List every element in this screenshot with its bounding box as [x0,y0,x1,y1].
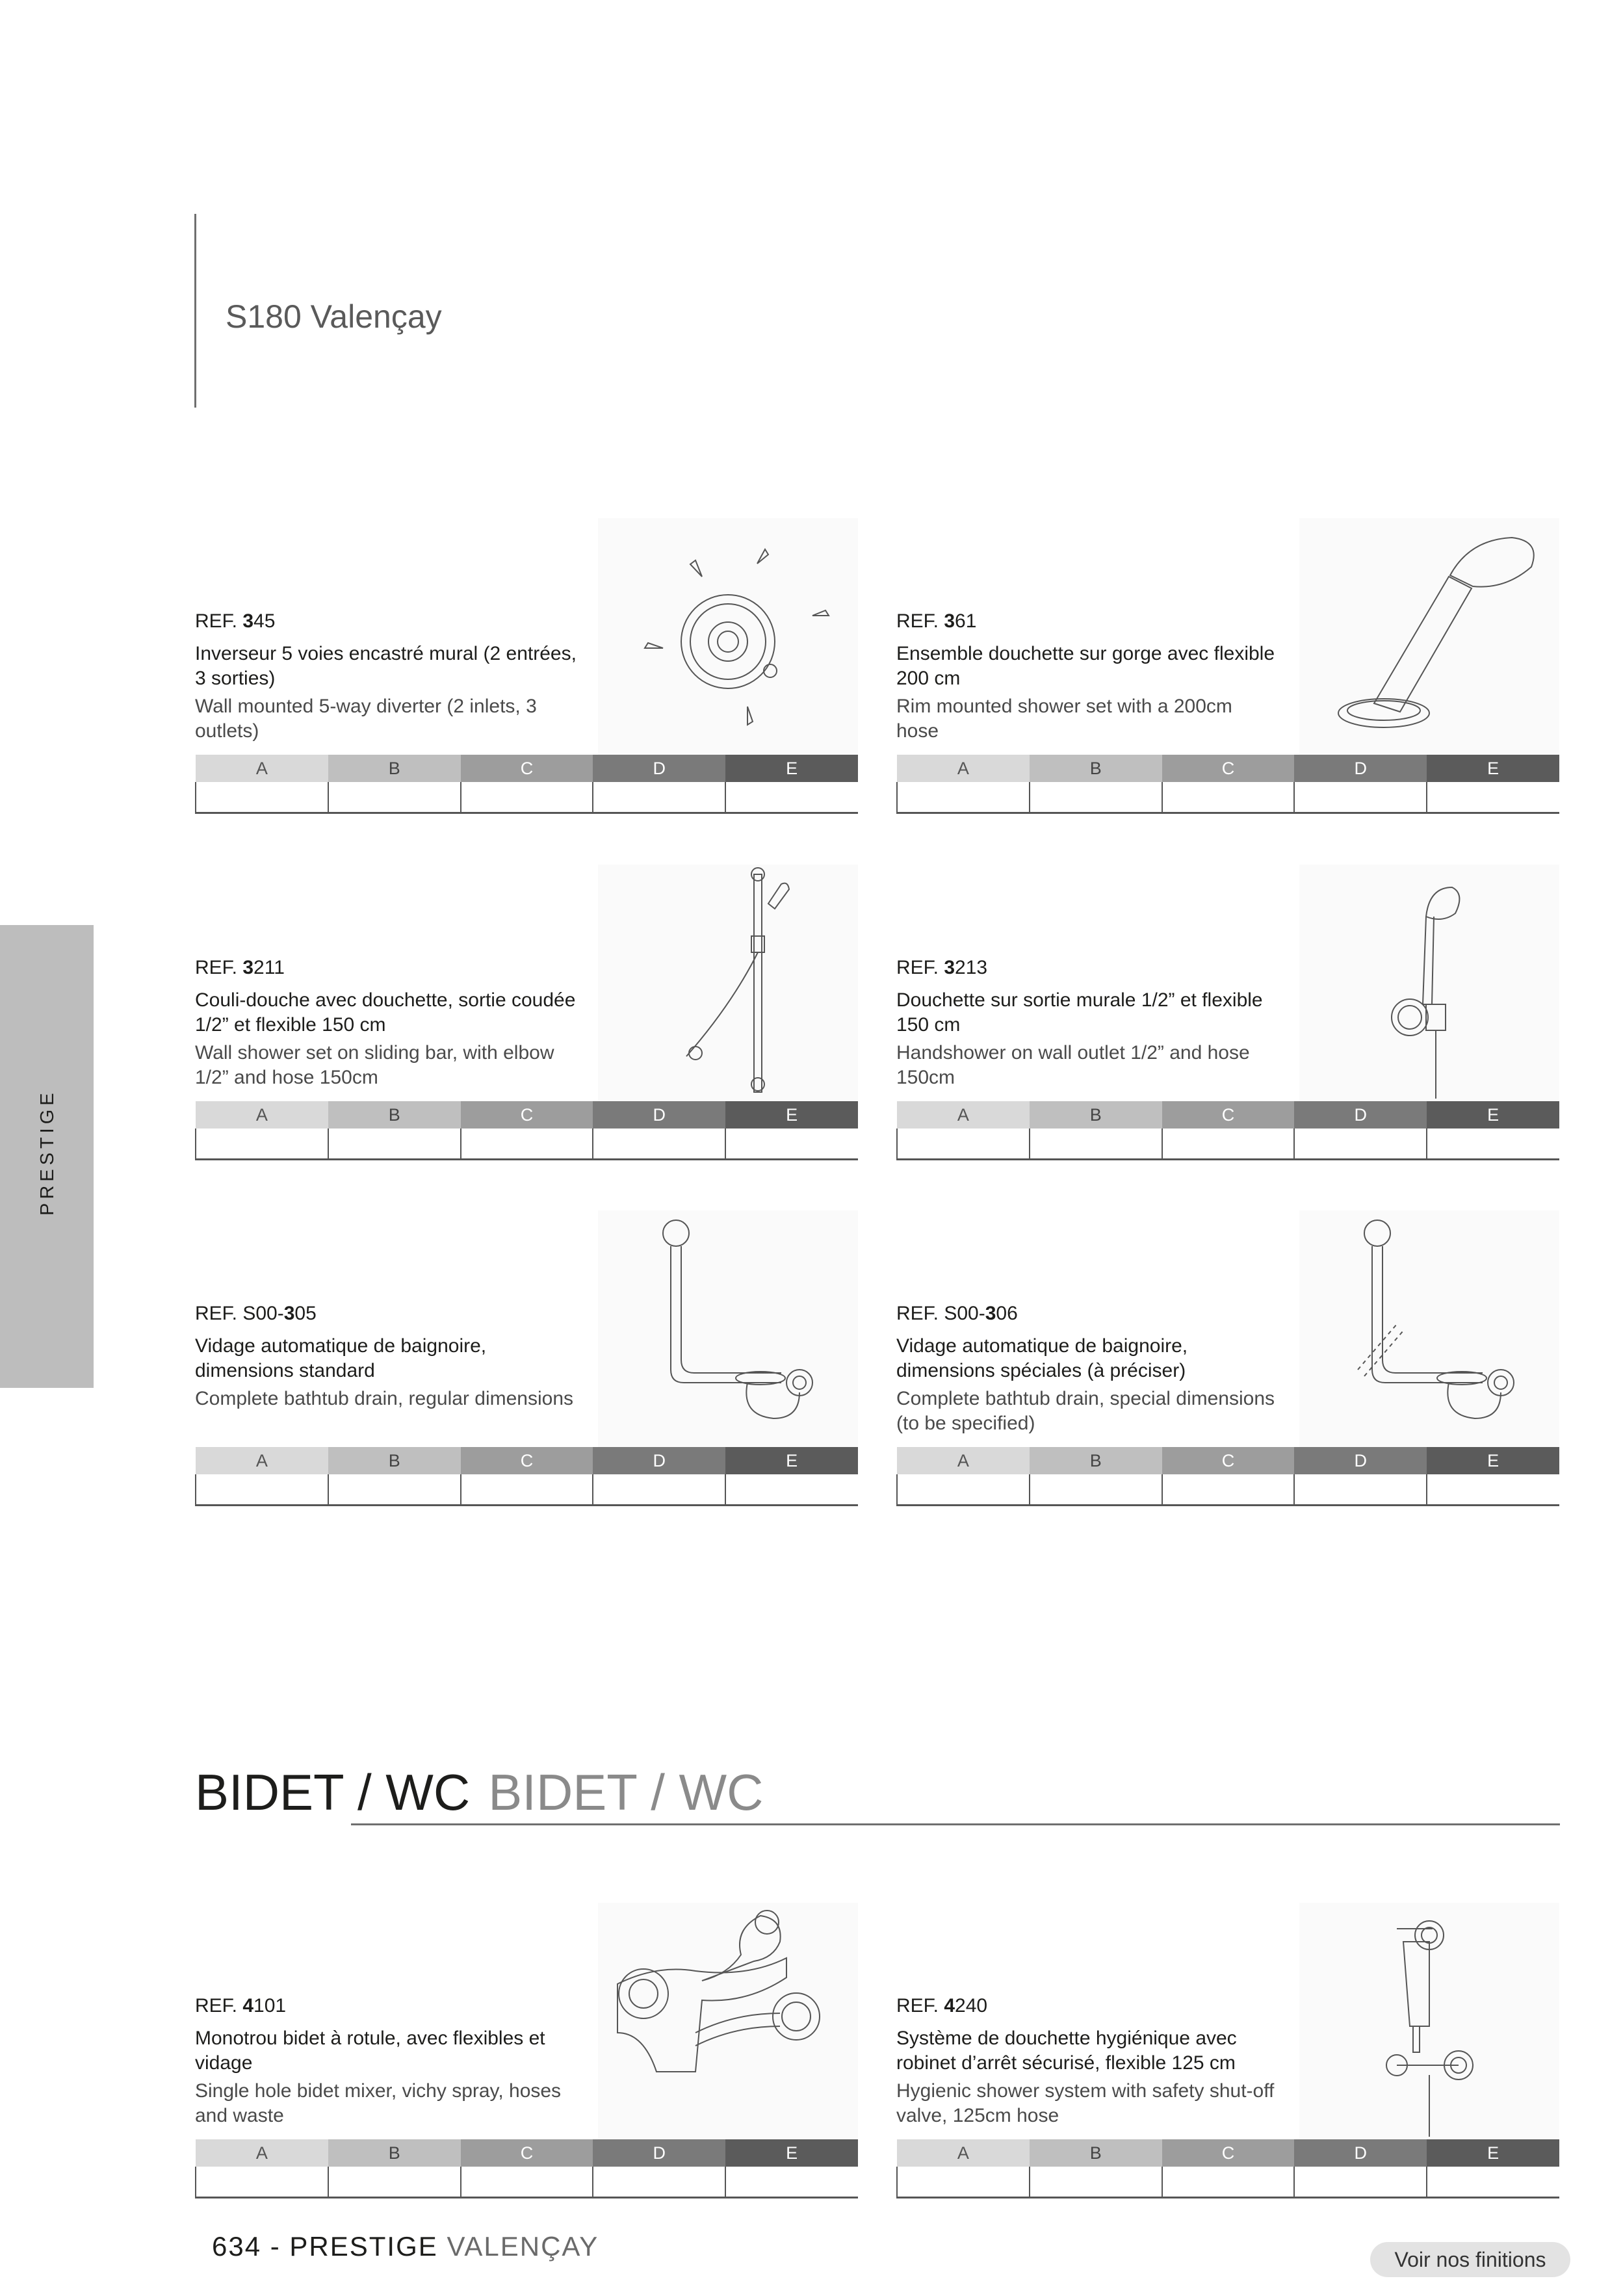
finish-cell [725,2167,858,2198]
finish-cell [196,782,328,813]
finish-header-d: D [1294,755,1427,782]
product-image-bathtub-drain [598,1210,858,1451]
product-image-bathtub-drain-special [1299,1210,1559,1451]
finish-header-d: D [593,2139,725,2167]
finishes-table [896,1101,1559,1160]
finish-header-b: B [1030,2139,1162,2167]
footer-brand: PRESTIGE [289,2231,438,2262]
finishes-table [896,1447,1559,1506]
finish-cell [897,2167,1030,2198]
product-card [195,518,858,817]
finish-header-c: C [1162,1101,1295,1128]
footer-separator: - [261,2231,290,2262]
finish-cell [328,782,461,813]
product-image-hygienic-shower [1299,1903,1559,2143]
finish-cell [1162,1474,1295,1506]
product-ref: REF. 345 [195,610,276,632]
finish-header-d: D [593,1101,725,1128]
finish-header-e: E [725,1101,858,1128]
product-card [195,865,858,1164]
finish-header-c: C [461,755,593,782]
finish-cell [328,1128,461,1160]
finish-cell [897,1474,1030,1506]
product-description-en: Single hole bidet mixer, vichy spray, hoses and waste [195,2080,562,2126]
page-footer [212,2231,599,2262]
finish-cell [593,782,725,813]
product-description-en: Rim mounted shower set with a 200cm hose [896,696,1232,742]
finish-cell [1294,2167,1427,2198]
finish-header-b: B [1030,1447,1162,1474]
finish-cell [328,1474,461,1506]
finish-cell [1427,782,1559,813]
product-description-fr: Système de douchette hygiénique avec robinet d’arrêt sécurisé, flexible 125 cm [896,2028,1237,2074]
product-ref: REF. S00-306 [896,1303,1018,1324]
product-ref: REF. S00-305 [195,1303,317,1324]
finish-header-a: A [196,1447,328,1474]
product-description-fr: Douchette sur sortie murale 1/2” et flexible 150 cm [896,989,1263,1036]
finish-cell [1030,782,1162,813]
product-description-en: Hygienic shower system with safety shut-off valve, 125cm hose [896,2080,1275,2126]
finish-cell [1162,1128,1295,1160]
finish-header-d: D [1294,1101,1427,1128]
finish-cell [1294,782,1427,813]
finishes-table [195,1101,858,1160]
finish-cell [897,782,1030,813]
finish-cell [1294,1128,1427,1160]
finish-header-a: A [897,1447,1030,1474]
finish-header-a: A [196,2139,328,2167]
product-ref: REF. 3213 [896,957,988,978]
finish-header-a: A [196,1101,328,1128]
product-description-fr: Couli-douche avec douchette, sortie coudée 1/2” et flexible 150 cm [195,989,576,1036]
finish-header-c: C [461,1447,593,1474]
product-card [896,865,1559,1164]
finish-cell [461,2167,593,2198]
finishes-table [896,755,1559,814]
product-description-fr: Vidage automatique de baignoire, dimensions standard [195,1335,487,1381]
finishes-table [896,2139,1559,2198]
finish-header-d: D [1294,2139,1427,2167]
finish-header-c: C [1162,755,1295,782]
section-title-en: BIDET / WC [488,1764,764,1821]
finish-header-a: A [196,755,328,782]
product-description-en: Wall shower set on sliding bar, with elbow 1/2” and hose 150cm [195,1042,554,1088]
finish-header-b: B [328,755,461,782]
finish-header-e: E [1427,1447,1559,1474]
finish-cell [1030,2167,1162,2198]
finish-cell [461,1474,593,1506]
finish-header-d: D [593,1447,725,1474]
product-description-fr: Vidage automatique de baignoire, dimensions spéciales (à préciser) [896,1335,1188,1381]
finish-cell [1427,1474,1559,1506]
view-finishes-button[interactable]: Voir nos finitions [1370,2242,1570,2277]
finish-cell [593,1128,725,1160]
product-description-en: Handshower on wall outlet 1/2” and hose 150cm [896,1042,1250,1088]
product-card [896,1903,1559,2202]
finish-cell [897,1128,1030,1160]
section-divider [351,1823,1560,1825]
side-tab-label: PRESTIGE [37,1089,58,1216]
product-ref: REF. 361 [896,610,977,632]
finish-cell [1162,2167,1295,2198]
finish-cell [725,1128,858,1160]
section-title-fr: BIDET / WC [195,1764,471,1821]
product-image-handshower [1299,518,1559,759]
finish-header-b: B [328,1101,461,1128]
product-description-fr: Monotrou bidet à rotule, avec flexibles et vidage [195,2028,545,2074]
finish-header-e: E [1427,2139,1559,2167]
product-image-sliding-bar [598,865,858,1105]
product-card [896,518,1559,817]
finish-cell [725,782,858,813]
header-divider [194,214,196,408]
finish-cell [1294,1474,1427,1506]
finish-header-b: B [328,2139,461,2167]
finish-header-e: E [1427,755,1559,782]
finish-cell [593,1474,725,1506]
product-description-fr: Inverseur 5 voies encastré mural (2 entrées, 3 sorties) [195,643,577,689]
finish-cell [1030,1474,1162,1506]
finish-cell [1162,782,1295,813]
finish-header-c: C [1162,1447,1295,1474]
finish-header-c: C [1162,2139,1295,2167]
finishes-table [195,755,858,814]
product-ref: REF. 4240 [896,1995,988,2016]
finish-header-e: E [1427,1101,1559,1128]
product-ref: REF. 3211 [195,957,285,978]
finish-header-c: C [461,1101,593,1128]
product-description-fr: Ensemble douchette sur gorge avec flexible 200 cm [896,643,1275,689]
finishes-table [195,1447,858,1506]
finish-header-d: D [1294,1447,1427,1474]
series-title: S180 Valençay [226,298,442,335]
finish-cell [725,1474,858,1506]
finish-header-a: A [897,755,1030,782]
product-image-bidet-mixer [598,1903,858,2143]
product-description-en: Complete bathtub drain, special dimensions (to be specified) [896,1388,1275,1434]
finish-cell [593,2167,725,2198]
product-card [195,1903,858,2202]
footer-series: VALENÇAY [447,2231,599,2262]
finish-header-a: A [897,1101,1030,1128]
finish-header-e: E [725,2139,858,2167]
page-number: 634 [212,2231,262,2262]
finish-cell [1427,1128,1559,1160]
finish-header-e: E [725,1447,858,1474]
product-ref: REF. 4101 [195,1995,287,2016]
section-title [195,1763,764,1822]
finish-cell [196,1474,328,1506]
finish-header-e: E [725,755,858,782]
finish-header-b: B [1030,755,1162,782]
product-description-en: Complete bathtub drain, regular dimensions [195,1388,573,1409]
finish-cell [196,1128,328,1160]
finish-cell [1030,1128,1162,1160]
finish-cell [461,782,593,813]
finish-header-a: A [897,2139,1030,2167]
finish-header-b: B [328,1447,461,1474]
product-description-en: Wall mounted 5-way diverter (2 inlets, 3 outlets) [195,696,537,742]
product-image-wall-handshower [1299,865,1559,1105]
finish-cell [328,2167,461,2198]
finish-cell [461,1128,593,1160]
finish-header-b: B [1030,1101,1162,1128]
product-card [195,1210,858,1509]
finishes-table [195,2139,858,2198]
product-card [896,1210,1559,1509]
finish-cell [196,2167,328,2198]
finish-header-c: C [461,2139,593,2167]
finish-cell [1427,2167,1559,2198]
finish-header-d: D [593,755,725,782]
product-image-diverter [598,518,858,759]
